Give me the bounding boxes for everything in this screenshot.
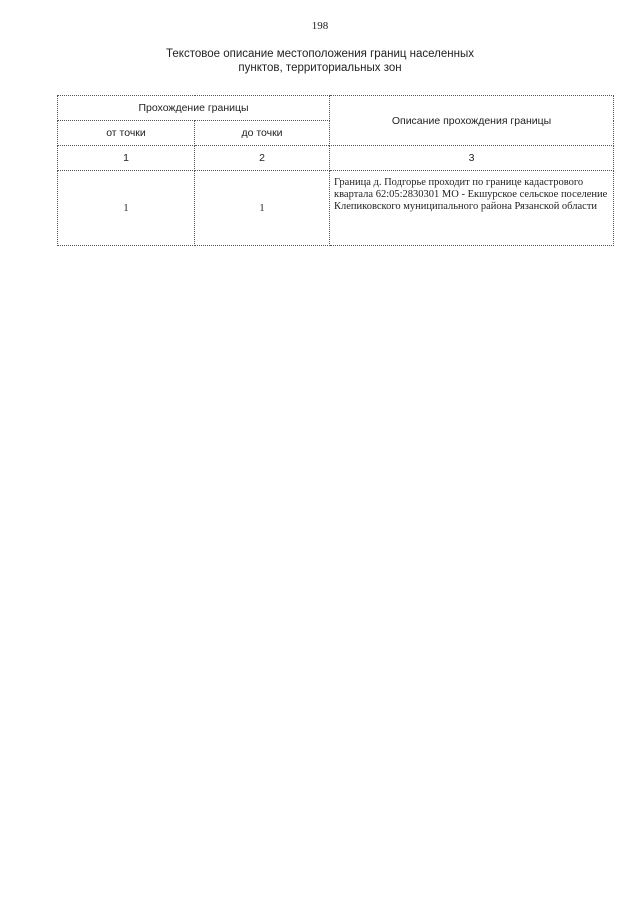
header-boundary-description: Описание прохождения границы: [330, 96, 614, 146]
boundary-description-text: Граница д. Подгорье проходит по границе кадастрового квартала 62:05:2830301 МО - Екшурское сельское поселение Клепиковского муниципального района Рязанской области: [330, 171, 614, 246]
document-title-line-2: пунктов, территориальных зон: [238, 62, 402, 74]
boundary-description-table: [57, 95, 614, 246]
header-boundary-passage: Прохождение границы: [58, 96, 330, 121]
page-number: 198: [311, 20, 329, 32]
header-to-point: до точки: [195, 121, 330, 146]
table-header-row: [58, 96, 614, 121]
document-title: [150, 47, 490, 75]
column-number-1: 1: [58, 146, 195, 171]
document-title-line-1: Текстовое описание местоположения границ населенных: [166, 48, 474, 60]
column-number-3: 3: [330, 146, 614, 171]
from-point-value: 1: [58, 171, 195, 246]
to-point-value: 1: [195, 171, 330, 246]
column-number-row: [58, 146, 614, 171]
header-from-point: от точки: [58, 121, 195, 146]
table-row: [58, 171, 614, 246]
column-number-2: 2: [195, 146, 330, 171]
